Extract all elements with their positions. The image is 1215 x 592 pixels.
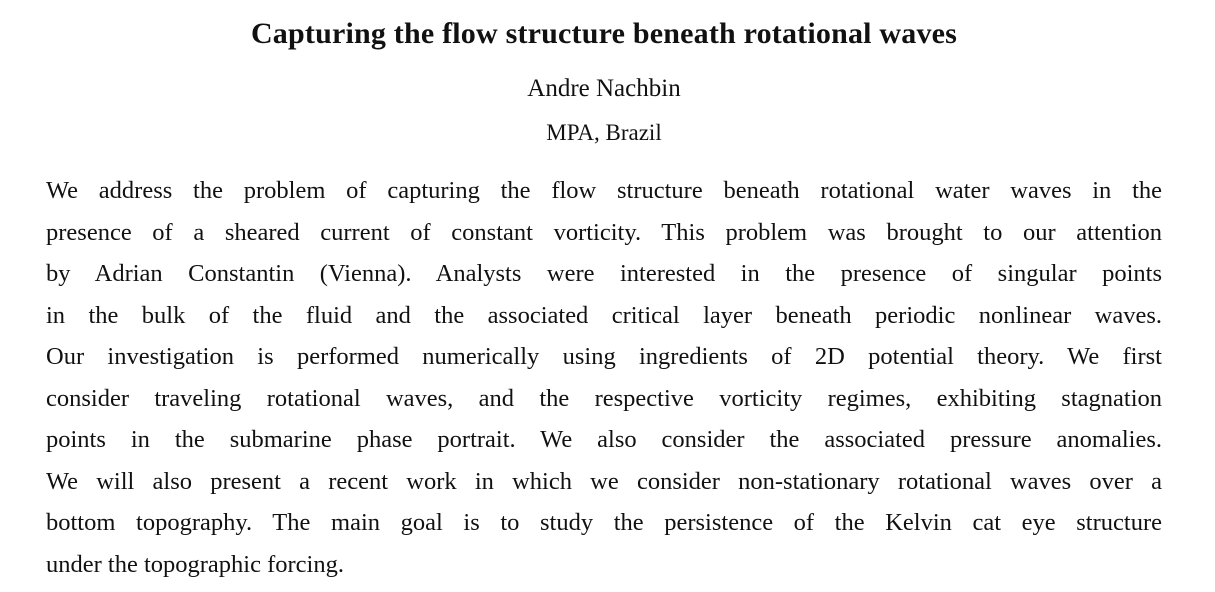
author-affiliation: MPA, Brazil	[546, 120, 662, 145]
abstract-line: bottom topography. The main goal is to study the persistence of the Kelvin cat eye structure	[46, 509, 1162, 536]
author-name: Andre Nachbin	[527, 75, 681, 102]
abstract-line: Our investigation is performed numerically using ingredients of 2D potential theory. We first	[46, 343, 1162, 370]
abstract-line: under the topographic forcing.	[46, 550, 344, 578]
abstract-line: We address the problem of capturing the flow structure beneath rotational water waves in the	[46, 177, 1162, 204]
abstract-line: consider traveling rotational waves, and the respective vorticity regimes, exhibiting stagnation	[46, 384, 1162, 412]
abstract-line: points in the submarine phase portrait. We also consider the associated pressure anomalies.	[46, 426, 1162, 453]
abstract-line: We will also present a recent work in which we consider non-stationary rotational waves over a	[46, 467, 1162, 495]
abstract-line: presence of a sheared current of constant vorticity. This problem was brought to our attention	[46, 218, 1162, 246]
paper-title: Capturing the flow structure beneath rotational waves	[250, 17, 958, 50]
abstract-line: in the bulk of the fluid and the associated critical layer beneath periodic nonlinear waves.	[46, 301, 1162, 329]
abstract-line: by Adrian Constantin (Vienna). Analysts were interested in the presence of singular points	[46, 260, 1162, 287]
abstract	[46, 170, 1162, 585]
